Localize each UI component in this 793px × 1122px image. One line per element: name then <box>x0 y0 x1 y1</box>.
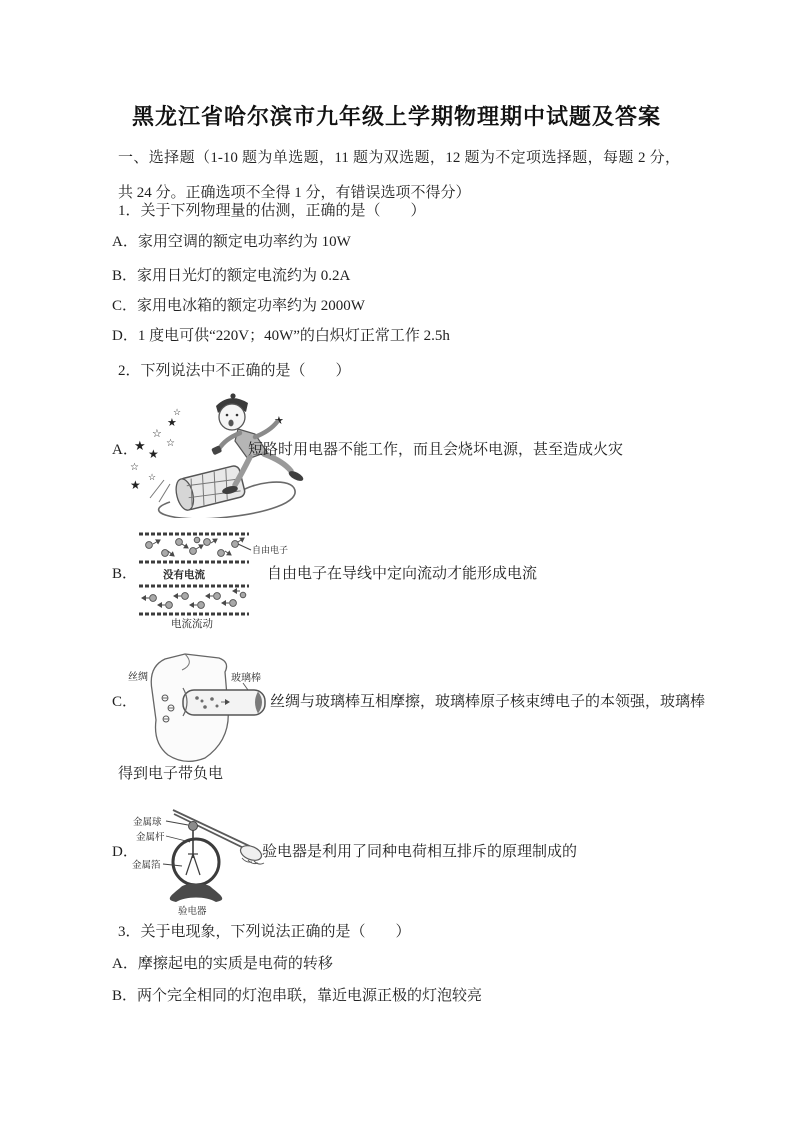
question-1-option-c <box>112 297 365 316</box>
glass-rod <box>183 690 265 715</box>
option-label-d: D． <box>112 844 138 860</box>
metal-stem-label: 金属杆 <box>136 833 165 843</box>
no-current-caption: 没有电流 <box>163 570 205 581</box>
free-electron-label: 自由电子 <box>252 545 289 555</box>
question-text: 下列说法中不正确的是（ ） <box>140 363 351 379</box>
question-text: 关于下列物理量的估测，正确的是（ ） <box>140 203 426 219</box>
question-number: 3． <box>118 924 141 940</box>
label-pointer-lines <box>163 821 190 866</box>
question-number: 2． <box>118 363 141 379</box>
question-3-option-b <box>112 987 482 1006</box>
question-2-stem <box>118 362 351 381</box>
question-1-option-d <box>112 327 450 346</box>
option-label: A． <box>112 956 138 972</box>
svg-text:★: ★ <box>274 415 284 427</box>
question-3-stem <box>118 923 411 942</box>
svg-text:★: ★ <box>130 478 141 492</box>
option-label: D． <box>112 328 138 344</box>
metal-ball <box>189 822 198 831</box>
option-label: C． <box>112 298 138 314</box>
svg-text:★: ★ <box>134 438 146 453</box>
option-text-b: 自由电子在导线中定向流动才能形成电流 <box>267 566 538 582</box>
svg-text:☆: ☆ <box>148 472 157 482</box>
option-text: 1 度电可供“220V；40W”的白炽灯正常工作 2.5h <box>137 328 450 344</box>
stand <box>170 884 222 903</box>
question-text: 关于电现象，下列说法正确的是（ ） <box>140 924 411 940</box>
current-flow-caption: 电流流动 <box>171 619 213 629</box>
option-text-a: 短路时用电器不能工作，而且会烧坏电源，甚至造成火灾 <box>248 442 624 458</box>
question-1-option-a <box>112 233 351 252</box>
svg-text:☆: ☆ <box>173 407 182 417</box>
question-1-option-b <box>112 267 350 286</box>
page-title: 黑龙江省哈尔滨市九年级上学期物理期中试题及答案 <box>131 104 661 129</box>
section-instructions: 一、选择题（1-10 题为单选题，11 题为双选题，12 题为不定项选择题，每题 2 分，共 24 分。正确选项不全得 1 分，有错误选项不得分） <box>118 150 680 201</box>
hand <box>238 843 264 864</box>
option-text: 两个完全相同的灯泡串联，靠近电源正极的灯泡较亮 <box>137 988 483 1004</box>
metal-foil-label: 金属箔 <box>132 861 161 871</box>
question-3-option-a <box>112 955 333 974</box>
silk-glass-rod-figure <box>125 650 275 770</box>
option-label: A． <box>112 234 138 250</box>
option-text-c-continued: 得到电子带负电 <box>118 766 224 782</box>
question-number: 1． <box>118 203 141 219</box>
pointer-line <box>238 544 251 550</box>
svg-text:☆: ☆ <box>130 462 139 473</box>
electroscope-caption: 验电器 <box>178 907 207 917</box>
svg-text:★: ★ <box>148 447 159 461</box>
option-label: B． <box>112 268 138 284</box>
rod-pointer-line <box>243 683 248 690</box>
svg-text:★: ★ <box>167 417 177 429</box>
glass-rod-label: 玻璃棒 <box>231 673 261 684</box>
option-text: 家用日光灯的额定电流约为 0.2A <box>137 268 351 284</box>
silk-label: 丝绸 <box>128 672 148 683</box>
option-text-d: 验电器是利用了同种电荷相互排斥的原理制成的 <box>262 844 578 860</box>
question-1-stem <box>118 202 426 221</box>
option-label-c: C． <box>112 694 138 710</box>
option-label-a: A． <box>112 442 138 458</box>
option-label-b: B． <box>112 566 138 582</box>
option-text-c: 丝绸与玻璃棒互相摩擦，玻璃棒原子核束缚电子的本领强，玻璃棒 <box>270 694 706 710</box>
option-label: B． <box>112 988 138 1004</box>
electrons-drift <box>142 591 246 608</box>
option-text: 家用空调的额定电功率约为 10W <box>137 234 351 250</box>
svg-text:☆: ☆ <box>166 438 175 449</box>
svg-text:☆: ☆ <box>152 428 162 440</box>
option-text: 家用电冰箱的额定功率约为 2000W <box>137 298 365 314</box>
option-text: 摩擦起电的实质是电荷的转移 <box>137 956 333 972</box>
spark-rays <box>150 480 170 502</box>
electrons-random <box>146 537 244 556</box>
metal-ball-label: 金属球 <box>133 818 162 828</box>
